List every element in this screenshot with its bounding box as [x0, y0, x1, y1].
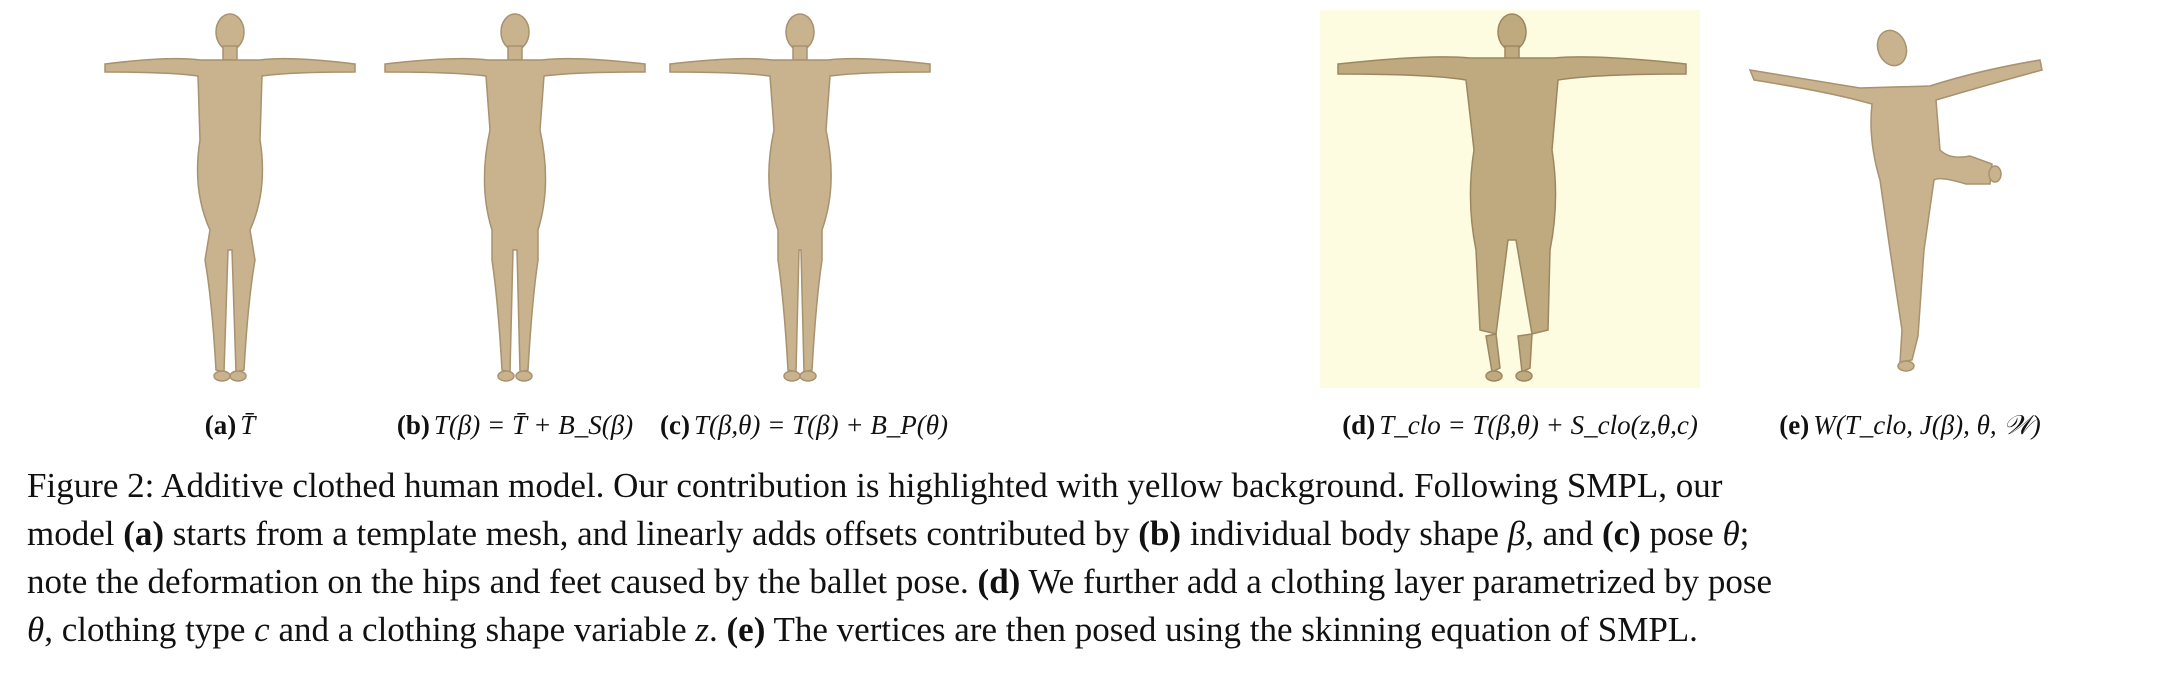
caption-ref: (c) — [1601, 514, 1641, 553]
panel-caption-a — [100, 410, 360, 441]
caption-text: and a clothing shape variable — [269, 610, 696, 649]
caption-text: . — [709, 610, 727, 649]
panel-label: (c) — [660, 410, 690, 440]
caption-text: The vertices are then posed using the skinning equation of SMPL. — [765, 610, 1698, 649]
panel-caption-c — [660, 410, 949, 441]
caption-text: individual body shape — [1181, 514, 1508, 553]
panel-label: (d) — [1342, 410, 1376, 440]
panel-e — [1740, 0, 2080, 440]
body-figure-c — [660, 0, 940, 400]
panel-label: (a) — [204, 410, 237, 440]
caption-ref: (a) — [123, 514, 165, 553]
caption-text: note the deformation on the hips and feet caused by the ballet pose. — [27, 562, 978, 601]
panel-caption-b — [380, 410, 650, 441]
panel-d — [1320, 0, 1700, 440]
caption-text: starts from a template mesh, and linearly adds offsets contributed by — [164, 514, 1139, 553]
panel-formula: T(β) = T̄ + B_S(β) — [433, 410, 634, 440]
caption-ref: (b) — [1138, 514, 1182, 553]
figure-caption — [27, 462, 2167, 654]
panel-formula: T̄ — [240, 410, 256, 440]
body-figure-d — [1320, 0, 1700, 400]
caption-text: model — [27, 514, 124, 553]
caption-line-2 — [27, 510, 2167, 558]
body-figure-b — [380, 0, 650, 400]
caption-text: We further add a clothing layer parametrized by pose — [1020, 562, 1772, 601]
caption-ref: (e) — [726, 610, 766, 649]
body-figure-a — [100, 0, 360, 400]
caption-symbol: c — [254, 610, 270, 649]
panel-formula: T(β,θ) = T(β) + B_P(θ) — [693, 410, 949, 440]
panel-a — [100, 0, 360, 440]
caption-symbol: β — [1507, 514, 1526, 553]
caption-line-1 — [27, 462, 2167, 510]
body-figure-e — [1740, 0, 2080, 400]
caption-line-4 — [27, 606, 2167, 654]
panel-formula: W(T_clo, J(β), θ, 𝒲) — [1813, 410, 2041, 440]
caption-symbol: θ — [27, 610, 45, 649]
caption-text: ; — [1739, 514, 1750, 553]
caption-ref: (d) — [977, 562, 1021, 601]
caption-text: Figure 2: Additive clothed human model. Our contribution is highlighted with yellow background. Following SMPL, our — [27, 466, 1723, 505]
panel-caption-d — [1310, 410, 1730, 441]
panel-formula: T_clo = T(β,θ) + S_clo(z,θ,c) — [1379, 410, 1698, 440]
panel-c — [660, 0, 949, 440]
caption-symbol: θ — [1722, 514, 1740, 553]
panel-caption-e — [1720, 410, 2100, 442]
caption-line-3 — [27, 558, 2167, 606]
panel-b — [380, 0, 650, 440]
caption-text: , and — [1525, 514, 1602, 553]
panel-label: (b) — [396, 410, 430, 440]
panel-label: (e) — [1779, 410, 1810, 440]
caption-symbol: z — [695, 610, 710, 649]
caption-text: pose — [1640, 514, 1723, 553]
caption-text: , clothing type — [44, 610, 255, 649]
